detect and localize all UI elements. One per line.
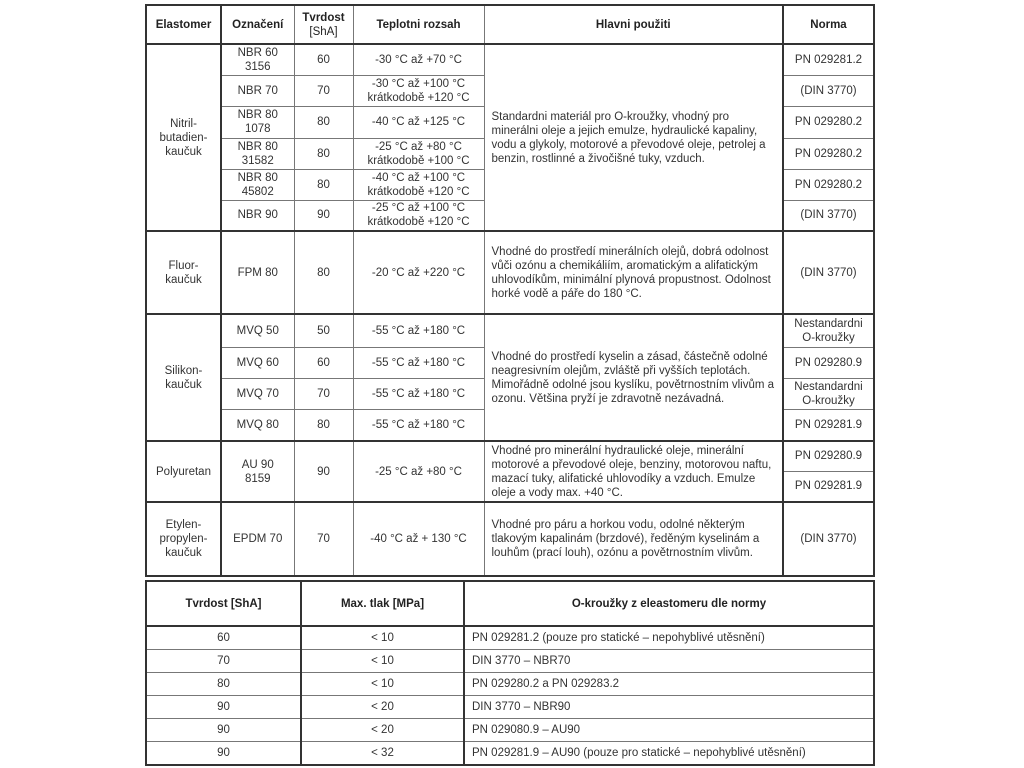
table-row [146, 742, 874, 766]
oznaceni-cell: MVQ 50 [221, 314, 294, 347]
tvrdost-cell: 90 [146, 719, 301, 742]
norma-cell: PN 029281.9 – AU90 (pouze pro statické – nepohyblivé utěsnění) [464, 742, 874, 766]
teplota-cell: -30 °C až +100 °C krátkodobě +120 °C [353, 75, 484, 106]
tlak-cell: < 32 [301, 742, 464, 766]
tvrdost-cell: 90 [146, 742, 301, 766]
norma-cell: DIN 3770 – NBR70 [464, 650, 874, 673]
table-row [146, 673, 874, 696]
norma-cell: PN 029281.9 [783, 471, 874, 502]
header-pouziti: Hlavni použiti [484, 5, 783, 44]
elastomer-cell: Etylen- propylen- kaučuk [146, 502, 221, 576]
norma-cell: PN 029280.2 [783, 169, 874, 200]
teplota-cell: -40 °C až +125 °C [353, 106, 484, 138]
teplota-cell: -55 °C až +180 °C [353, 347, 484, 378]
oznaceni-cell: EPDM 70 [221, 502, 294, 576]
tvrdost-cell: 60 [146, 626, 301, 650]
table-row [146, 696, 874, 719]
teplota-cell: -55 °C až +180 °C [353, 378, 484, 409]
norma-cell: Nestandardni O-kroužky [783, 314, 874, 347]
tvrdost-cell: 90 [294, 441, 353, 502]
teplota-cell: -40 °C až + 130 °C [353, 502, 484, 576]
norma-cell: PN 029280.9 [783, 441, 874, 471]
tlak-cell: < 10 [301, 673, 464, 696]
table-row [146, 719, 874, 742]
tvrdost-cell: 70 [294, 75, 353, 106]
norma-cell: (DIN 3770) [783, 231, 874, 314]
oznaceni-cell: MVQ 60 [221, 347, 294, 378]
norma-cell: PN 029280.2 [783, 138, 874, 169]
oznaceni-cell: MVQ 80 [221, 409, 294, 441]
elastomer-cell: Nitril- butadien- kaučuk [146, 44, 221, 231]
norma-cell: PN 029281.9 [783, 409, 874, 441]
tvrdost-cell: 70 [146, 650, 301, 673]
norma-cell: DIN 3770 – NBR90 [464, 696, 874, 719]
pressure-table [145, 580, 875, 766]
tvrdost-cell: 80 [294, 169, 353, 200]
teplota-cell: -55 °C až +180 °C [353, 409, 484, 441]
teplota-cell: -30 °C až +70 °C [353, 44, 484, 75]
norma-cell: PN 029280.2 a PN 029283.2 [464, 673, 874, 696]
header-oznaceni: Označení [221, 5, 294, 44]
tvrdost-cell: 80 [146, 673, 301, 696]
norma-cell: Nestandardni O-kroužky [783, 378, 874, 409]
oznaceni-cell: NBR 80 45802 [221, 169, 294, 200]
oznaceni-cell: NBR 80 31582 [221, 138, 294, 169]
norma-cell: PN 029280.2 [783, 106, 874, 138]
table-row [146, 502, 874, 576]
oznaceni-cell: FPM 80 [221, 231, 294, 314]
teplota-cell: -25 °C až +100 °C krátkodobě +120 °C [353, 200, 484, 231]
tvrdost-cell: 50 [294, 314, 353, 347]
description-cell: Vhodné do prostředí minerálních olejů, dobrá odolnost vůči ozónu a chemikáliím, aromatickým a alifatickým uhlovodíkům, minimální plynová propustnost. Odolnost horké vodě a páře do 180 °C. [484, 231, 783, 314]
header-norma: O-kroužky z eleastomeru dle normy [464, 581, 874, 626]
oznaceni-cell: NBR 80 1078 [221, 106, 294, 138]
header-tlak: Max. tlak [MPa] [301, 581, 464, 626]
header-tvrdost [294, 5, 353, 44]
tlak-cell: < 10 [301, 650, 464, 673]
description-cell: Standardni materiál pro O-kroužky, vhodný pro minerálni oleje a jejich emulze, hydraulické kapaliny, vodu a glykoly, motorové a převodové oleje, petrolej a benzin, rostlinné a živočišné tuky, vzduch. [484, 44, 783, 231]
description-cell: Vhodné do prostředí kyselin a zásad, částečně odolné neagresivním olejům, zvláště při vyšších teplotách. Mimořádně odolné jsou kyslíku, povětrnostním vlivům a ozonu. Většina pryží je zdravotně nezávadná. [484, 314, 783, 441]
tvrdost-cell: 60 [294, 347, 353, 378]
tvrdost-cell: 80 [294, 106, 353, 138]
description-cell: Vhodné pro minerální hydraulické oleje, minerální motorové a převodové oleje, benziny, motorovou naftu, mazací tuky, alifatické uhlovodíky a vzduch. Emulze oleje a vody max. +40 °C. [484, 441, 783, 502]
norma-cell: (DIN 3770) [783, 502, 874, 576]
tvrdost-cell: 90 [146, 696, 301, 719]
table-row [146, 441, 874, 471]
teplota-cell: -25 °C až +80 °C [353, 441, 484, 502]
elastomer-table [145, 4, 875, 577]
tvrdost-cell: 70 [294, 378, 353, 409]
table-row [146, 44, 874, 75]
header-tvrdost: Tvrdost [ShA] [146, 581, 301, 626]
teplota-cell: -20 °C až +220 °C [353, 231, 484, 314]
header-elastomer: Elastomer [146, 5, 221, 44]
elastomer-cell: Fluor- kaučuk [146, 231, 221, 314]
oznaceni-cell: MVQ 70 [221, 378, 294, 409]
tlak-cell: < 20 [301, 719, 464, 742]
norma-cell: (DIN 3770) [783, 200, 874, 231]
tvrdost-cell: 60 [294, 44, 353, 75]
header-tvrdost-unit: [ShA] [309, 25, 338, 38]
norma-cell: PN 029080.9 – AU90 [464, 719, 874, 742]
description-cell: Vhodné pro páru a horkou vodu, odolné některým tlakovým kapalinám (brzdové), ředěným kyselinám a louhům (prací louh), ozónu a povětrnostním vlivům. [484, 502, 783, 576]
table-row [146, 626, 874, 650]
tvrdost-cell: 80 [294, 231, 353, 314]
oznaceni-cell: NBR 90 [221, 200, 294, 231]
teplota-cell: -40 °C až +100 °C krátkodobě +120 °C [353, 169, 484, 200]
header-row [146, 581, 874, 626]
table-row [146, 650, 874, 673]
norma-cell: (DIN 3770) [783, 75, 874, 106]
norma-cell: PN 029281.2 [783, 44, 874, 75]
header-norma: Norma [783, 5, 874, 44]
elastomer-cell: Silikon- kaučuk [146, 314, 221, 441]
elastomer-cell: Polyuretan [146, 441, 221, 502]
tvrdost-cell: 80 [294, 138, 353, 169]
teplota-cell: -25 °C až +80 °C krátkodobě +100 °C [353, 138, 484, 169]
oznaceni-cell: AU 90 8159 [221, 441, 294, 502]
header-teplotni: Teplotni rozsah [353, 5, 484, 44]
tvrdost-cell: 80 [294, 409, 353, 441]
table-row [146, 231, 874, 314]
tvrdost-cell: 70 [294, 502, 353, 576]
tlak-cell: < 10 [301, 626, 464, 650]
norma-cell: PN 029281.2 (pouze pro statické – nepohyblivé utěsnění) [464, 626, 874, 650]
norma-cell: PN 029280.9 [783, 347, 874, 378]
oznaceni-cell: NBR 60 3156 [221, 44, 294, 75]
teplota-cell: -55 °C až +180 °C [353, 314, 484, 347]
header-row [146, 5, 874, 44]
tlak-cell: < 20 [301, 696, 464, 719]
oznaceni-cell: NBR 70 [221, 75, 294, 106]
tvrdost-cell: 90 [294, 200, 353, 231]
header-tvrdost-label: Tvrdost [302, 11, 345, 24]
table-row [146, 314, 874, 347]
